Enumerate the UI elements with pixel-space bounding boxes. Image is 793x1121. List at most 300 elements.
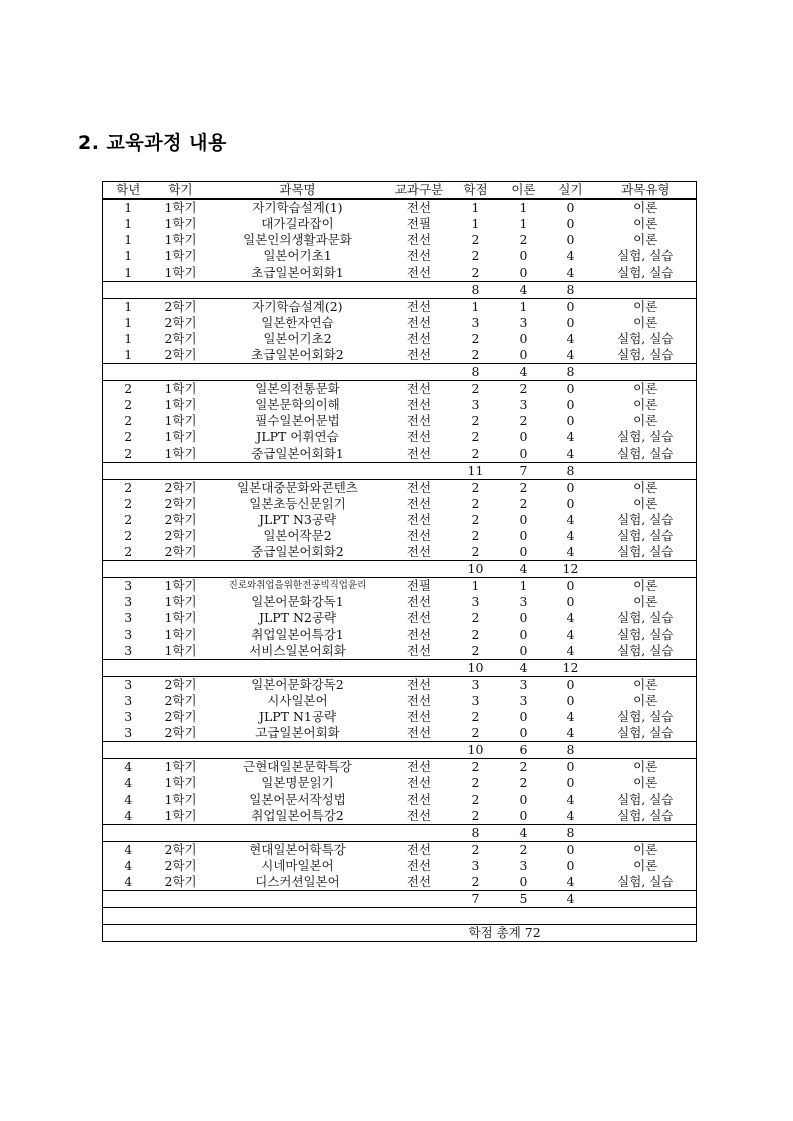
cell-practice: 0 <box>566 841 575 857</box>
cell-course-name: 필수일본어문법 <box>255 413 340 429</box>
cell-year: 4 <box>124 759 133 775</box>
subtotal-row <box>103 561 697 578</box>
cell-theory: 2 <box>519 775 528 791</box>
subtotal-row <box>103 742 697 759</box>
cell-course-type: 실험, 실습 <box>617 429 674 445</box>
table-row <box>103 841 697 858</box>
cell-course-name: 고급일본어회화 <box>255 725 340 741</box>
table-row <box>103 248 697 264</box>
cell-practice: 4 <box>566 873 575 889</box>
cell-course-category: 전선 <box>406 676 432 692</box>
table-row <box>103 298 697 315</box>
cell-course-category: 전선 <box>406 692 432 708</box>
cell-practice: 0 <box>566 314 575 330</box>
cell-course-name: 초급일본어회화2 <box>251 346 344 362</box>
subtotal-credits: 7 <box>451 891 501 908</box>
cell-semester: 1학기 <box>164 791 197 807</box>
subtotal-spacer <box>103 891 451 908</box>
cell-course-type: 이론 <box>633 397 658 413</box>
cell-credits: 3 <box>471 676 480 692</box>
table-row <box>103 759 697 776</box>
cell-course-category: 전선 <box>406 298 432 314</box>
table-row <box>103 528 697 544</box>
cell-course-type: 실험, 실습 <box>617 807 674 823</box>
cell-course-category: 전선 <box>406 759 432 775</box>
cell-practice: 4 <box>566 642 575 658</box>
table-row <box>103 232 697 248</box>
cell-course-type: 실험, 실습 <box>617 610 674 626</box>
cell-year: 2 <box>124 495 133 511</box>
cell-semester: 2학기 <box>164 709 197 725</box>
cell-practice: 0 <box>566 397 575 413</box>
cell-course-name: JLPT N3공략 <box>258 511 337 527</box>
cell-course-category: 전선 <box>406 775 432 791</box>
cell-practice: 0 <box>566 298 575 314</box>
cell-course-type: 실험, 실습 <box>617 626 674 642</box>
cell-practice: 4 <box>566 709 575 725</box>
cell-credits: 2 <box>471 759 480 775</box>
cell-course-name: 일본인의생활과문화 <box>243 232 352 248</box>
table-row <box>103 413 697 429</box>
cell-practice: 0 <box>566 692 575 708</box>
cell-credits: 2 <box>471 511 480 527</box>
cell-course-category: 전선 <box>406 511 432 527</box>
cell-year: 2 <box>124 381 133 397</box>
cell-theory: 1 <box>519 578 528 594</box>
cell-course-type: 이론 <box>633 381 658 397</box>
subtotal-theory: 4 <box>501 281 547 298</box>
cell-practice: 4 <box>566 626 575 642</box>
cell-course-type: 이론 <box>633 413 658 429</box>
subtotal-practice: 8 <box>547 364 595 381</box>
cell-credits: 2 <box>471 264 480 280</box>
cell-course-category: 전선 <box>406 200 432 216</box>
cell-year: 3 <box>124 676 133 692</box>
cell-credits: 3 <box>471 692 480 708</box>
cell-course-name: 일본어작문2 <box>263 528 332 544</box>
subtotal-practice: 8 <box>547 281 595 298</box>
cell-semester: 2학기 <box>164 873 197 889</box>
cell-practice: 0 <box>566 676 575 692</box>
cell-practice: 0 <box>566 578 575 594</box>
cell-course-name: 일본어기초2 <box>263 330 332 346</box>
cell-course-type: 이론 <box>633 216 658 232</box>
cell-semester: 2학기 <box>164 298 197 314</box>
cell-practice: 0 <box>566 413 575 429</box>
cell-course-category: 전선 <box>406 413 432 429</box>
table-row <box>103 578 697 595</box>
subtotal-practice: 12 <box>547 659 595 676</box>
cell-semester: 1학기 <box>164 578 197 594</box>
cell-course-type: 실험, 실습 <box>617 873 674 889</box>
cell-credits: 2 <box>471 725 480 741</box>
cell-practice: 4 <box>566 445 575 461</box>
table-row <box>103 264 697 281</box>
cell-theory: 2 <box>519 381 528 397</box>
cell-practice: 4 <box>566 807 575 823</box>
table-row <box>103 315 697 331</box>
cell-year: 2 <box>124 479 133 495</box>
cell-credits: 1 <box>471 200 480 216</box>
cell-credits: 2 <box>471 544 480 560</box>
header-course-category: 교과구분 <box>388 182 451 200</box>
cell-practice: 0 <box>566 216 575 232</box>
cell-theory: 0 <box>519 610 528 626</box>
cell-semester: 2학기 <box>164 495 197 511</box>
subtotal-row <box>103 659 697 676</box>
cell-credits: 2 <box>471 642 480 658</box>
table-row <box>103 331 697 347</box>
subtotal-credits: 8 <box>451 364 501 381</box>
cell-course-name: 일본어기초1 <box>263 248 332 264</box>
cell-year: 3 <box>124 692 133 708</box>
cell-course-name: 일본명문읽기 <box>261 775 334 791</box>
table-row <box>103 429 697 445</box>
subtotal-spacer <box>595 891 697 908</box>
cell-semester: 1학기 <box>164 610 197 626</box>
subtotal-spacer <box>595 462 697 479</box>
cell-credits: 2 <box>471 791 480 807</box>
cell-year: 3 <box>124 626 133 642</box>
cell-course-category: 전선 <box>406 479 432 495</box>
cell-theory: 3 <box>519 594 528 610</box>
cell-course-category: 전선 <box>406 725 432 741</box>
subtotal-practice: 8 <box>547 742 595 759</box>
cell-course-type: 이론 <box>633 495 658 511</box>
cell-credits: 3 <box>471 314 480 330</box>
header-course-type: 과목유형 <box>595 182 697 200</box>
cell-course-category: 전선 <box>406 232 432 248</box>
subtotal-theory: 4 <box>501 824 547 841</box>
cell-theory: 0 <box>519 445 528 461</box>
cell-credits: 1 <box>471 216 480 232</box>
cell-practice: 4 <box>566 264 575 280</box>
cell-course-category: 전선 <box>406 594 432 610</box>
cell-year: 1 <box>124 232 133 248</box>
cell-year: 3 <box>124 709 133 725</box>
cell-course-type: 실험, 실습 <box>617 528 674 544</box>
cell-year: 1 <box>124 330 133 346</box>
subtotal-theory: 4 <box>501 561 547 578</box>
cell-course-name: 취업일본어특강1 <box>251 626 344 642</box>
cell-credits: 1 <box>471 578 480 594</box>
table-row <box>103 858 697 874</box>
cell-credits: 2 <box>471 873 480 889</box>
cell-credits: 2 <box>471 429 480 445</box>
cell-course-name: 일본한자연습 <box>261 314 334 330</box>
cell-credits: 2 <box>471 528 480 544</box>
subtotal-row <box>103 462 697 479</box>
cell-theory: 0 <box>519 544 528 560</box>
cell-course-type: 이론 <box>633 676 658 692</box>
cell-semester: 1학기 <box>164 642 197 658</box>
cell-course-category: 전선 <box>406 626 432 642</box>
cell-theory: 0 <box>519 346 528 362</box>
subtotal-theory: 4 <box>501 659 547 676</box>
cell-course-type: 실험, 실습 <box>617 511 674 527</box>
cell-theory: 0 <box>519 264 528 280</box>
subtotal-row <box>103 364 697 381</box>
cell-semester: 2학기 <box>164 544 197 560</box>
table-row <box>103 199 697 216</box>
subtotal-row <box>103 824 697 841</box>
cell-practice: 0 <box>566 775 575 791</box>
cell-year: 1 <box>124 314 133 330</box>
subtotal-spacer <box>595 364 697 381</box>
header-semester: 학기 <box>154 182 208 200</box>
cell-semester: 1학기 <box>164 200 197 216</box>
cell-course-category: 전선 <box>406 397 432 413</box>
table-row <box>103 544 697 561</box>
subtotal-practice: 8 <box>547 824 595 841</box>
cell-course-category: 전선 <box>406 248 432 264</box>
cell-theory: 0 <box>519 511 528 527</box>
cell-course-type: 실험, 실습 <box>617 264 674 280</box>
subtotal-credits: 10 <box>451 742 501 759</box>
table-row <box>103 693 697 709</box>
subtotal-credits: 11 <box>451 462 501 479</box>
cell-course-category: 전선 <box>406 381 432 397</box>
cell-course-type: 이론 <box>633 578 658 594</box>
cell-theory: 1 <box>519 298 528 314</box>
cell-theory: 2 <box>519 413 528 429</box>
cell-year: 1 <box>124 200 133 216</box>
cell-credits: 2 <box>471 232 480 248</box>
cell-practice: 0 <box>566 759 575 775</box>
subtotal-credits: 8 <box>451 281 501 298</box>
cell-theory: 2 <box>519 841 528 857</box>
page-title: 2. 교육과정 내용 <box>78 132 227 154</box>
grand-total-label: 학점 총계 72 <box>451 925 697 942</box>
cell-credits: 2 <box>471 610 480 626</box>
subtotal-spacer <box>103 742 451 759</box>
cell-semester: 2학기 <box>164 314 197 330</box>
cell-year: 4 <box>124 841 133 857</box>
cell-year: 4 <box>124 791 133 807</box>
cell-credits: 1 <box>471 298 480 314</box>
cell-course-name: 대가길라잡이 <box>261 216 334 232</box>
cell-practice: 4 <box>566 511 575 527</box>
cell-course-category: 전선 <box>406 528 432 544</box>
cell-year: 3 <box>124 594 133 610</box>
cell-practice: 0 <box>566 381 575 397</box>
cell-year: 3 <box>124 578 133 594</box>
table-row <box>103 496 697 512</box>
cell-year: 2 <box>124 445 133 461</box>
cell-semester: 2학기 <box>164 841 197 857</box>
cell-theory: 0 <box>519 873 528 889</box>
cell-practice: 4 <box>566 429 575 445</box>
cell-year: 1 <box>124 216 133 232</box>
subtotal-spacer <box>103 281 451 298</box>
table-row <box>103 627 697 643</box>
subtotal-credits: 8 <box>451 824 501 841</box>
cell-course-name: 취업일본어특강2 <box>251 807 344 823</box>
cell-year: 4 <box>124 807 133 823</box>
cell-course-name: 자기학습설계(1) <box>252 200 343 216</box>
table-row <box>103 594 697 610</box>
cell-year: 3 <box>124 610 133 626</box>
cell-course-name: 진로와취업을위한전공빅직업윤리 <box>228 580 367 592</box>
subtotal-spacer <box>595 659 697 676</box>
cell-year: 1 <box>124 264 133 280</box>
cell-course-type: 이론 <box>633 759 658 775</box>
subtotal-spacer <box>595 281 697 298</box>
cell-theory: 2 <box>519 759 528 775</box>
cell-course-type: 실험, 실습 <box>617 709 674 725</box>
cell-semester: 1학기 <box>164 264 197 280</box>
cell-course-name: 중급일본어회화2 <box>251 544 344 560</box>
cell-course-name: 일본초등신문읽기 <box>249 495 346 511</box>
cell-course-category: 전선 <box>406 791 432 807</box>
header-credits: 학점 <box>451 182 501 200</box>
cell-year: 3 <box>124 642 133 658</box>
cell-course-name: 일본어문화강독1 <box>251 594 344 610</box>
cell-year: 2 <box>124 544 133 560</box>
cell-credits: 2 <box>471 330 480 346</box>
subtotal-theory: 4 <box>501 364 547 381</box>
cell-course-type: 실험, 실습 <box>617 544 674 560</box>
table-row <box>103 775 697 791</box>
table-row <box>103 512 697 528</box>
cell-theory: 3 <box>519 857 528 873</box>
cell-credits: 2 <box>471 775 480 791</box>
cell-theory: 0 <box>519 330 528 346</box>
cell-course-type: 이론 <box>633 594 658 610</box>
subtotal-spacer <box>103 462 451 479</box>
curriculum-table <box>102 181 697 942</box>
subtotal-theory: 7 <box>501 462 547 479</box>
cell-practice: 0 <box>566 479 575 495</box>
cell-semester: 1학기 <box>164 626 197 642</box>
cell-course-name: 초급일본어회화1 <box>251 264 344 280</box>
cell-course-name: 시사일본어 <box>267 692 328 708</box>
cell-credits: 2 <box>471 445 480 461</box>
subtotal-spacer <box>103 659 451 676</box>
table-row <box>103 643 697 660</box>
cell-semester: 1학기 <box>164 248 197 264</box>
subtotal-practice: 8 <box>547 462 595 479</box>
cell-course-category: 전선 <box>406 445 432 461</box>
cell-year: 3 <box>124 725 133 741</box>
cell-semester: 1학기 <box>164 232 197 248</box>
cell-course-name: JLPT N1공략 <box>258 709 337 725</box>
cell-year: 1 <box>124 248 133 264</box>
cell-course-name: JLPT 어휘연습 <box>256 429 339 445</box>
cell-course-category: 전선 <box>406 807 432 823</box>
cell-credits: 2 <box>471 841 480 857</box>
cell-practice: 0 <box>566 200 575 216</box>
cell-course-type: 이론 <box>633 200 658 216</box>
cell-theory: 0 <box>519 807 528 823</box>
subtotal-credits: 10 <box>451 659 501 676</box>
cell-theory: 1 <box>519 216 528 232</box>
cell-theory: 0 <box>519 429 528 445</box>
cell-course-category: 전선 <box>406 264 432 280</box>
cell-course-type: 실험, 실습 <box>617 248 674 264</box>
cell-year: 2 <box>124 528 133 544</box>
cell-course-category: 전선 <box>406 873 432 889</box>
cell-practice: 4 <box>566 725 575 741</box>
cell-course-name: 일본어문서작성법 <box>249 791 346 807</box>
cell-course-type: 이론 <box>633 841 658 857</box>
cell-semester: 1학기 <box>164 594 197 610</box>
cell-course-type: 이론 <box>633 298 658 314</box>
cell-practice: 4 <box>566 248 575 264</box>
table-row <box>103 381 697 398</box>
cell-practice: 4 <box>566 544 575 560</box>
subtotal-theory: 6 <box>501 742 547 759</box>
cell-practice: 0 <box>566 232 575 248</box>
cell-semester: 2학기 <box>164 528 197 544</box>
cell-course-category: 전선 <box>406 841 432 857</box>
table-row <box>103 347 697 364</box>
cell-theory: 0 <box>519 791 528 807</box>
cell-semester: 1학기 <box>164 381 197 397</box>
table-row <box>103 874 697 891</box>
cell-course-category: 전선 <box>406 346 432 362</box>
cell-course-category: 전선 <box>406 495 432 511</box>
cell-course-name: 현대일본어학특강 <box>249 841 346 857</box>
blank-row <box>103 908 697 925</box>
cell-practice: 0 <box>566 857 575 873</box>
cell-year: 2 <box>124 511 133 527</box>
cell-semester: 1학기 <box>164 775 197 791</box>
cell-theory: 0 <box>519 642 528 658</box>
grand-total-spacer <box>103 925 451 942</box>
cell-course-category: 전선 <box>406 314 432 330</box>
cell-credits: 2 <box>471 807 480 823</box>
cell-course-type: 이론 <box>633 479 658 495</box>
table-row <box>103 791 697 807</box>
cell-semester: 2학기 <box>164 346 197 362</box>
cell-practice: 4 <box>566 330 575 346</box>
cell-credits: 2 <box>471 346 480 362</box>
cell-credits: 3 <box>471 397 480 413</box>
cell-course-name: JLPT N2공략 <box>258 610 337 626</box>
cell-credits: 2 <box>471 495 480 511</box>
cell-course-name: 시네마일본어 <box>261 857 334 873</box>
cell-semester: 2학기 <box>164 676 197 692</box>
subtotal-credits: 10 <box>451 561 501 578</box>
cell-semester: 2학기 <box>164 511 197 527</box>
header-practice: 실기 <box>547 182 595 200</box>
subtotal-theory: 5 <box>501 891 547 908</box>
cell-practice: 4 <box>566 610 575 626</box>
cell-course-type: 실험, 실습 <box>617 791 674 807</box>
cell-year: 2 <box>124 413 133 429</box>
cell-course-type: 실험, 실습 <box>617 725 674 741</box>
table-row <box>103 446 697 463</box>
cell-theory: 0 <box>519 248 528 264</box>
table-row <box>103 397 697 413</box>
table-header-row <box>103 182 697 200</box>
cell-course-type: 실험, 실습 <box>617 642 674 658</box>
cell-semester: 2학기 <box>164 857 197 873</box>
cell-course-type: 이론 <box>633 692 658 708</box>
cell-credits: 2 <box>471 413 480 429</box>
subtotal-spacer <box>103 364 451 381</box>
cell-theory: 2 <box>519 232 528 248</box>
cell-practice: 4 <box>566 791 575 807</box>
cell-course-category: 전선 <box>406 330 432 346</box>
cell-course-category: 전필 <box>406 216 432 232</box>
cell-year: 1 <box>124 298 133 314</box>
cell-course-name: 자기학습설계(2) <box>252 298 343 314</box>
cell-theory: 0 <box>519 709 528 725</box>
blank-cell <box>103 908 697 925</box>
cell-year: 4 <box>124 873 133 889</box>
